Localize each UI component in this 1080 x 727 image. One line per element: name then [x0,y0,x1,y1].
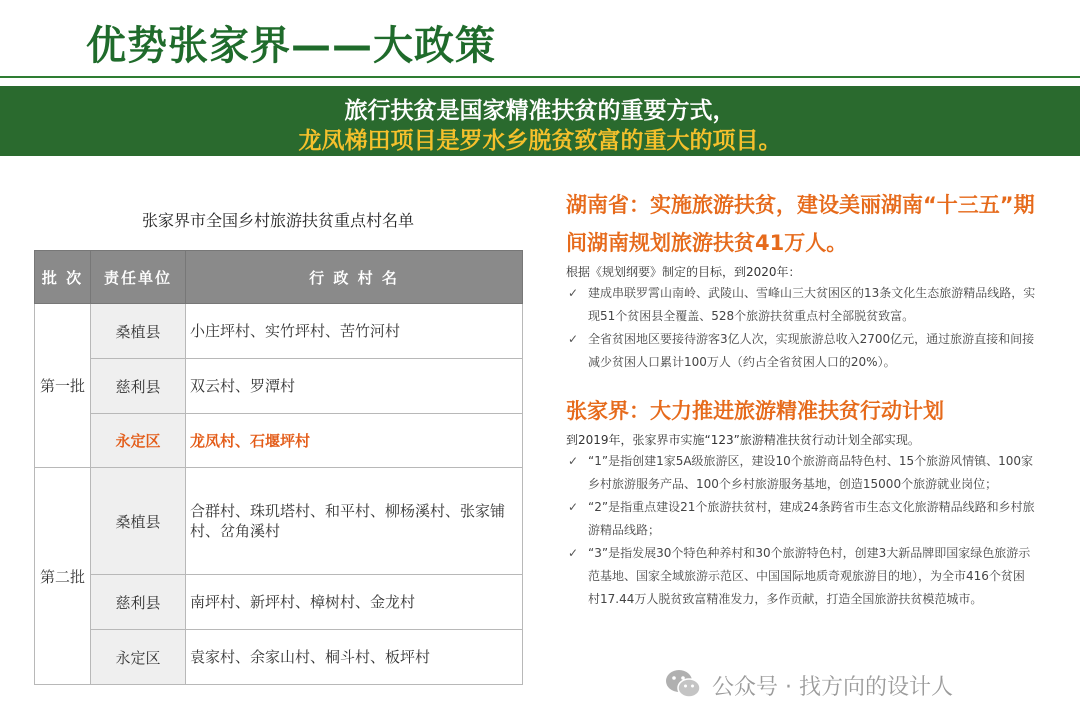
batch-cell: 第二批 [35,468,91,685]
village-table [34,250,523,685]
header-villages: 行 政 村 名 [186,251,523,304]
banner-line-2: 龙凤梯田项目是罗水乡脱贫致富的重大的项目。 [298,128,782,154]
check-icon: ✓ [568,546,579,560]
zjj-heading: 张家界：大力推进旅游精准扶贫行动计划 [566,399,944,423]
watermark [664,664,1064,704]
watermark-text: 公众号 · 找方向的设计人 [712,675,953,700]
unit-cell: 桑植县 [91,304,186,359]
header-batch: 批 次 [35,251,91,304]
policy-panel [566,186,1036,611]
unit-cell: 慈利县 [91,359,186,414]
villages-cell: 双云村、罗潭村 [186,359,523,414]
wechat-icon [664,667,702,707]
check-icon: ✓ [568,332,579,346]
zjj-intro: 到2019年，张家界市实施“123”旅游精准扶贫行动计划全部实现。 [566,433,920,447]
header-unit: 责任单位 [91,251,186,304]
hunan-intro: 根据《规划纲要》制定的目标，到2020年： [566,265,801,279]
hunan-list [566,282,1036,374]
table-row [35,630,523,685]
zjj-list [566,450,1036,611]
batch-cell: 第一批 [35,304,91,468]
table-row [35,359,523,414]
table-row [35,304,523,359]
unit-cell: 永定区 [91,630,186,685]
list-item: ✓ 全省贫困地区要接待游客3亿人次，实现旅游总收入2700亿元，通过旅游直接和间接减少贫困人口累计100万人（约占全省贫困人口的20%）。 [566,328,1036,374]
check-icon: ✓ [568,286,579,300]
list-item: ✓ “2”是指重点建设21个旅游扶贫村，建成24条跨省市生态文化旅游精品线路和乡村旅游精品线路； [566,496,1036,542]
page-title: 优势张家界——大政策 [86,23,496,69]
table-row-highlighted [35,414,523,468]
list-item: ✓ “3”是指发展30个特色种养村和30个旅游特色村，创建3大新品牌即国家绿色旅游示范基地、国家全域旅游示范区、中国国际地质奇观旅游目的地），为全市416个贫困村17.44万人脱贫致富精准发力，多作贡献，打造全国旅游扶贫模范城市。 [566,542,1036,611]
banner-line-1: 旅行扶贫是国家精准扶贫的重要方式， [344,98,736,124]
villages-cell: 小庄坪村、实竹坪村、苦竹河村 [186,304,523,359]
unit-cell: 慈利县 [91,575,186,630]
villages-cell: 龙凤村、石堰坪村 [186,414,523,468]
villages-cell: 袁家村、余家山村、桐斗村、板坪村 [186,630,523,685]
table-header-row [35,251,523,304]
villages-cell: 南坪村、新坪村、樟树村、金龙村 [186,575,523,630]
villages-cell: 合群村、珠玑塔村、和平村、柳杨溪村、张家铺村、岔角溪村 [186,468,523,575]
hunan-heading: 湖南省：实施旅游扶贫，建设美丽湖南“十三五”期间湖南规划旅游扶贫41万人。 [566,193,1035,255]
check-icon: ✓ [568,500,579,514]
table-row [35,468,523,575]
list-item: ✓ 建成串联罗霄山南岭、武陵山、雪峰山三大贫困区的13条文化生态旅游精品线路，实现51个贫困县全覆盖、528个旅游扶贫重点村全部脱贫致富。 [566,282,1036,328]
table-row [35,575,523,630]
check-icon: ✓ [568,454,579,468]
table-caption: 张家界市全国乡村旅游扶贫重点村名单 [141,211,414,230]
list-item: ✓ “1”是指创建1家5A级旅游区，建设10个旅游商品特色村、15个旅游风情镇、100家乡村旅游服务产品、100个乡村旅游服务基地，创造15000个旅游就业岗位； [566,450,1036,496]
slogan-banner [0,86,1080,156]
unit-cell: 永定区 [91,414,186,468]
title-divider [0,76,1080,78]
unit-cell: 桑植县 [91,468,186,575]
